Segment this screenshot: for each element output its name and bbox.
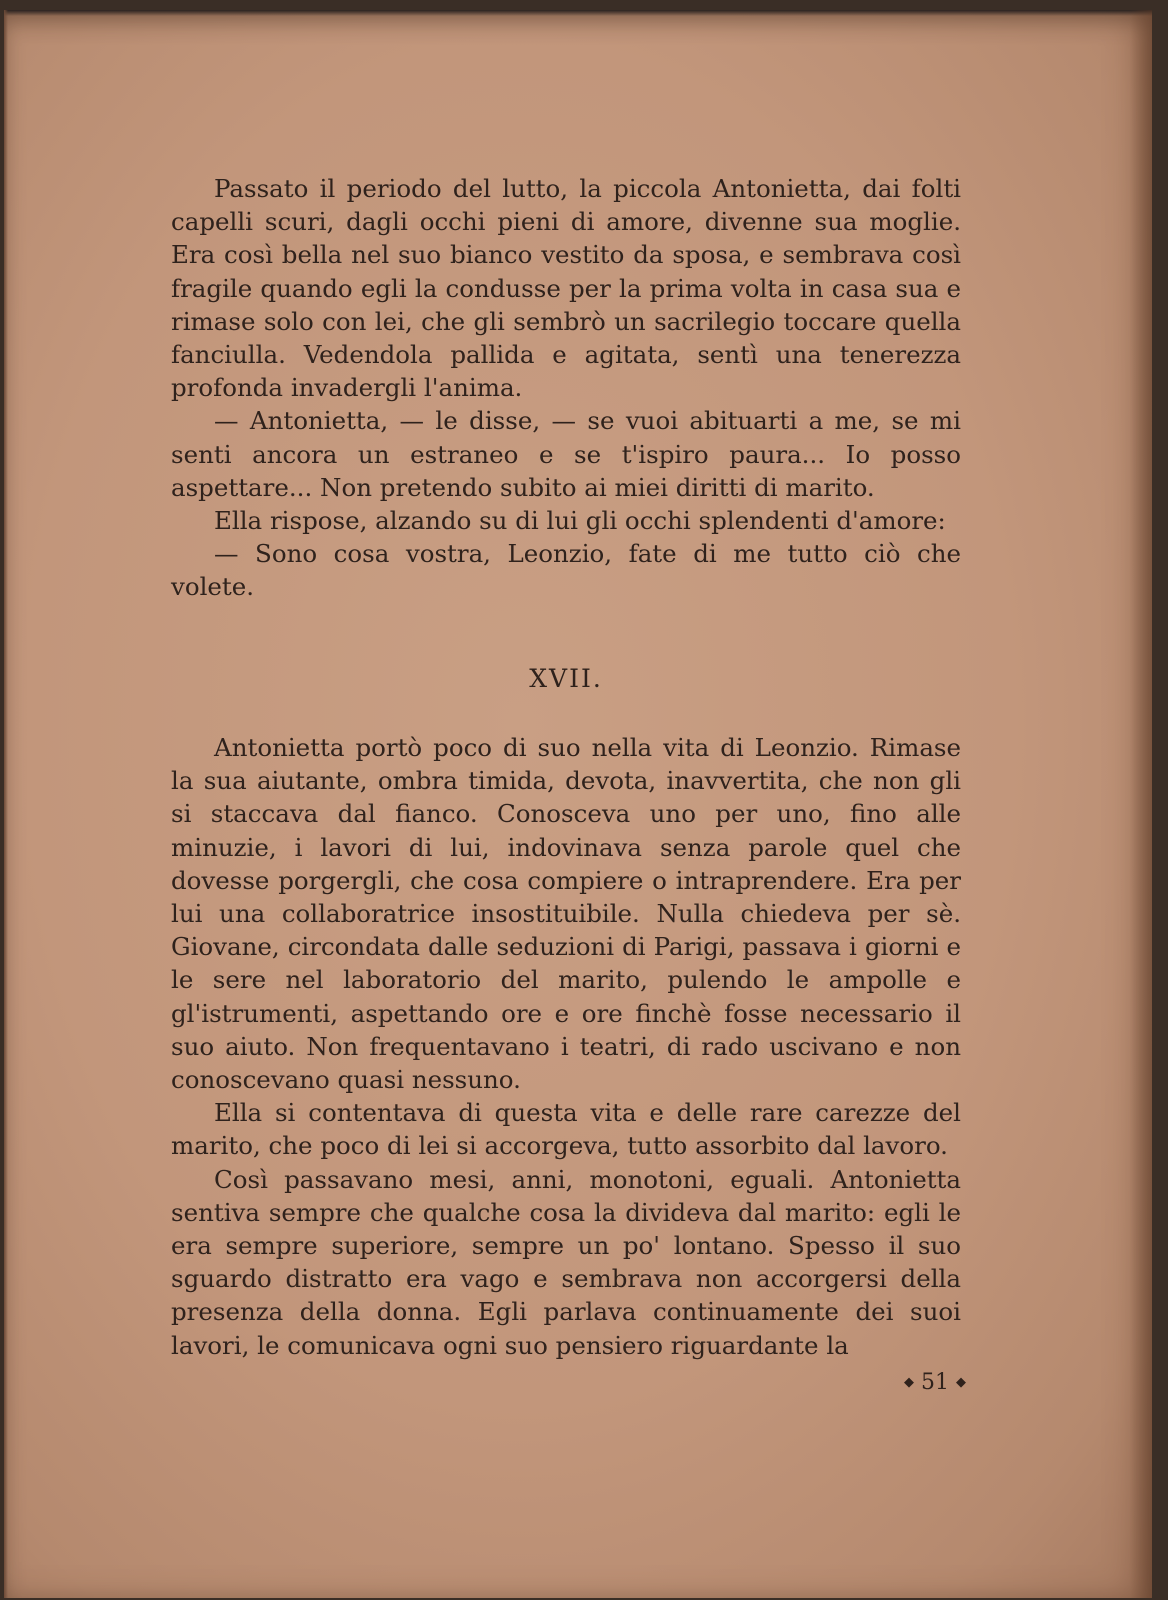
- text-section-1: [171, 172, 961, 604]
- paragraph: Ella rispose, alzando su di lui gli occhi splendenti d'amore:: [214, 506, 946, 536]
- diamond-ornament-icon: ◆: [956, 1375, 966, 1390]
- page-number-footer: [880, 1370, 990, 1395]
- paragraph: Così passavano mesi, anni, monotoni, eguali. Antonietta sentiva sempre che qualche cosa la divideva dal marito: egli le era sempre superiore, sempre un po' lontano. Spesso il suo sguardo distratto era vago e sembrava non accorgersi della presenza della donna. Egli parlava continuamente dei suoi lavori, le comunicava ogni suo pensiero riguardante la: [171, 1164, 961, 1360]
- page-left-edge-shadow: [4, 10, 8, 1598]
- page-number: 51: [921, 1370, 949, 1395]
- paragraph: Antonietta portò poco di suo nella vita di Leonzio. Rimase la sua aiutante, ombra timida, devota, inavvertita, che non gli si staccava dal fianco. Conosceva uno per uno, fino alle minuzie, i lavori di lui, indovinava senza parole quel che dovesse porgergli, che cosa compiere o intraprendere. Era per lui una collaboratrice insostituibile. Nulla chiedeva per sè. Giovane, circondata dalle seduzioni di Parigi, passava i giorni e le sere nel laboratorio del marito, pulendo le ampolle e gl'istrumenti, aspettando ore e ore finchè fosse necessario il suo aiuto. Non frequentavano i teatri, di rado uscivano e non conoscevano quasi nessuno.: [171, 733, 961, 1095]
- paragraph: — Sono cosa vostra, Leonzio, fate di me tutto ciò che volete.: [171, 539, 961, 602]
- page-right-edge-shadow: [1130, 10, 1152, 1598]
- chapter-heading: XVII.: [529, 664, 603, 693]
- diamond-ornament-icon: ◆: [904, 1375, 914, 1390]
- paragraph: Passato il periodo del lutto, la piccola Antonietta, dai folti capelli scuri, dagli occhi pieni di amore, divenne sua moglie. Era così bella nel suo bianco vestito da sposa, e sembrava così fragile quando egli la condusse per la prima volta in casa sua e rimase solo con lei, che gli sembrò un sacrilegio toccare quella fanciulla. Vedendola pallida e agitata, sentì una tenerezza profonda invadergli l'anima.: [171, 174, 961, 403]
- page-top-edge-shadow: [4, 10, 1152, 16]
- paragraph: Ella si contentava di questa vita e delle rare carezze del marito, che poco di lei si accorgeva, tutto assorbito dal lavoro.: [171, 1098, 961, 1161]
- paragraph: — Antonietta, — le disse, — se vuoi abituarti a me, se mi senti ancora un estraneo e se t'ispiro paura... Io posso aspettare... Non pretendo subito ai miei diritti di marito.: [171, 406, 961, 502]
- text-section-2: [171, 731, 961, 1362]
